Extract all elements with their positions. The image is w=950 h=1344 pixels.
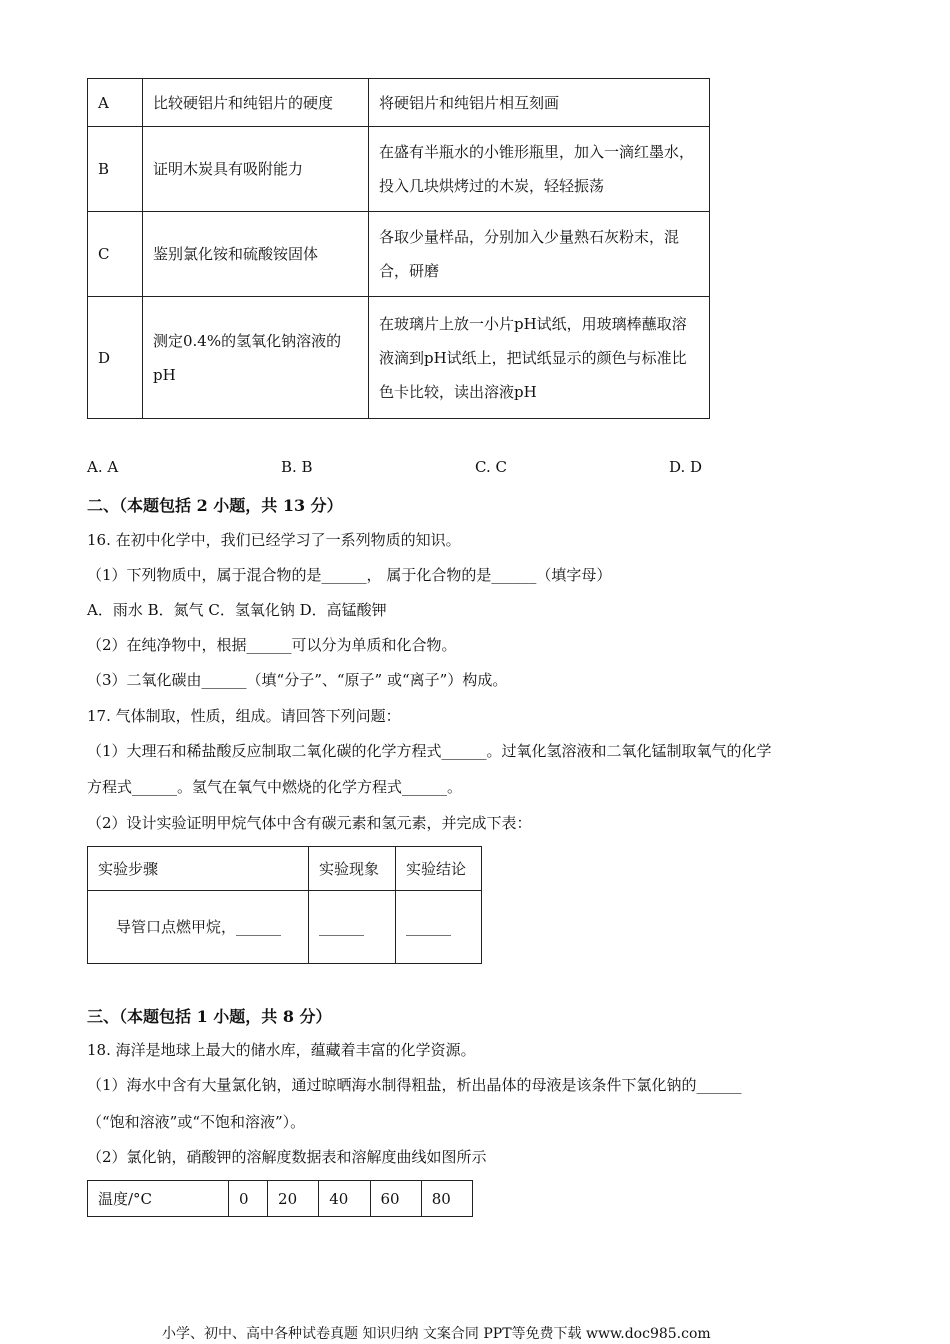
question-stem: 18. 海洋是地球上最大的储水库，蕴藏着丰富的化学资源。 [87, 1041, 476, 1059]
question-part: （“饱和溶液”或“不饱和溶液”）。 [87, 1113, 306, 1131]
table-cell: 80 [421, 1181, 472, 1217]
table-cell: 20 [268, 1181, 319, 1217]
option-a: A. A [87, 458, 119, 476]
row-label: C [88, 212, 143, 297]
table-row [88, 79, 710, 127]
row-label: B [88, 127, 143, 212]
row-purpose: 鉴别氯化铵和硫酸铵固体 [143, 212, 369, 297]
option-d: D. D [669, 458, 703, 476]
row-label: D [88, 297, 143, 419]
table-cell: 40 [319, 1181, 370, 1217]
question-choices: A．雨水 B．氮气 C．氢氧化钠 D．高锰酸钾 [87, 601, 387, 619]
column-header: 实验结论 [396, 847, 482, 891]
table-row [88, 212, 710, 297]
option-b: B. B [281, 458, 313, 476]
section-heading: 二、（本题包括 2 小题，共 13 分） [87, 496, 343, 515]
column-header: 实验步骤 [88, 847, 309, 891]
section-heading: 三、（本题包括 1 小题，共 8 分） [87, 1007, 332, 1026]
question-stem: 16. 在初中化学中，我们已经学习了一系列物质的知识。 [87, 531, 461, 549]
table-cell: 0 [229, 1181, 268, 1217]
row-method: 将硬铝片和纯铝片相互刻画 [369, 79, 710, 127]
option-c: C. C [475, 458, 507, 476]
row-header: 温度/°C [88, 1181, 229, 1217]
table-row [88, 891, 482, 964]
row-method: 在盛有半瓶水的小锥形瓶里，加入一滴红墨水，投入几块烘烤过的木炭，轻轻振荡 [369, 127, 710, 212]
table-cell: ______ [309, 891, 396, 964]
question-part: （2）设计实验证明甲烷气体中含有碳元素和氢元素，并完成下表： [87, 814, 532, 832]
table-row [88, 127, 710, 212]
column-header: 实验现象 [309, 847, 396, 891]
table-cell: 导管口点燃甲烷，______ [88, 891, 309, 964]
table-cell: 60 [370, 1181, 421, 1217]
row-purpose: 证明木炭具有吸附能力 [143, 127, 369, 212]
question-part: （1）下列物质中，属于混合物的是______， 属于化合物的是______（填字母） [87, 566, 612, 584]
row-purpose: 测定0.4%的氢氧化钠溶液的pH [143, 297, 369, 419]
table-header-row [88, 847, 482, 891]
question-part: （2）氯化钠，硝酸钾的溶解度数据表和溶解度曲线如图所示 [87, 1148, 487, 1166]
row-method: 各取少量样品，分别加入少量熟石灰粉末，混合，研磨 [369, 212, 710, 297]
question-part: （3）二氧化碳由______（填“分子”、“原子” 或“离子”）构成。 [87, 671, 508, 689]
question-part: （1）大理石和稀盐酸反应制取二氧化碳的化学方程式______。过氧化氢溶液和二氧化锰制取氧气的化学 [87, 742, 772, 760]
methane-experiment-table [87, 846, 482, 964]
footer-text: 小学、初中、高中各种试卷真题 知识归纳 文案合同 PPT等免费下载 www.doc985.com [162, 1326, 711, 1342]
question-part: （1）海水中含有大量氯化钠，通过晾晒海水制得粗盐，析出晶体的母液是该条件下氯化钠的______ [87, 1076, 742, 1094]
table-row [88, 297, 710, 419]
row-method: 在玻璃片上放一小片pH试纸，用玻璃棒蘸取溶液滴到pH试纸上，把试纸显示的颜色与标准比色卡比较，读出溶液pH [369, 297, 710, 419]
table-row [88, 1181, 473, 1217]
experiment-table [87, 78, 710, 419]
question-stem: 17. 气体制取，性质，组成。请回答下列问题： [87, 707, 401, 725]
row-purpose: 比较硬铝片和纯铝片的硬度 [143, 79, 369, 127]
row-label: A [88, 79, 143, 127]
question-part: （2）在纯净物中，根据______可以分为单质和化合物。 [87, 636, 457, 654]
solubility-table [87, 1180, 473, 1217]
question-part: 方程式______。氢气在氧气中燃烧的化学方程式______。 [87, 778, 463, 796]
table-cell: ______ [396, 891, 482, 964]
